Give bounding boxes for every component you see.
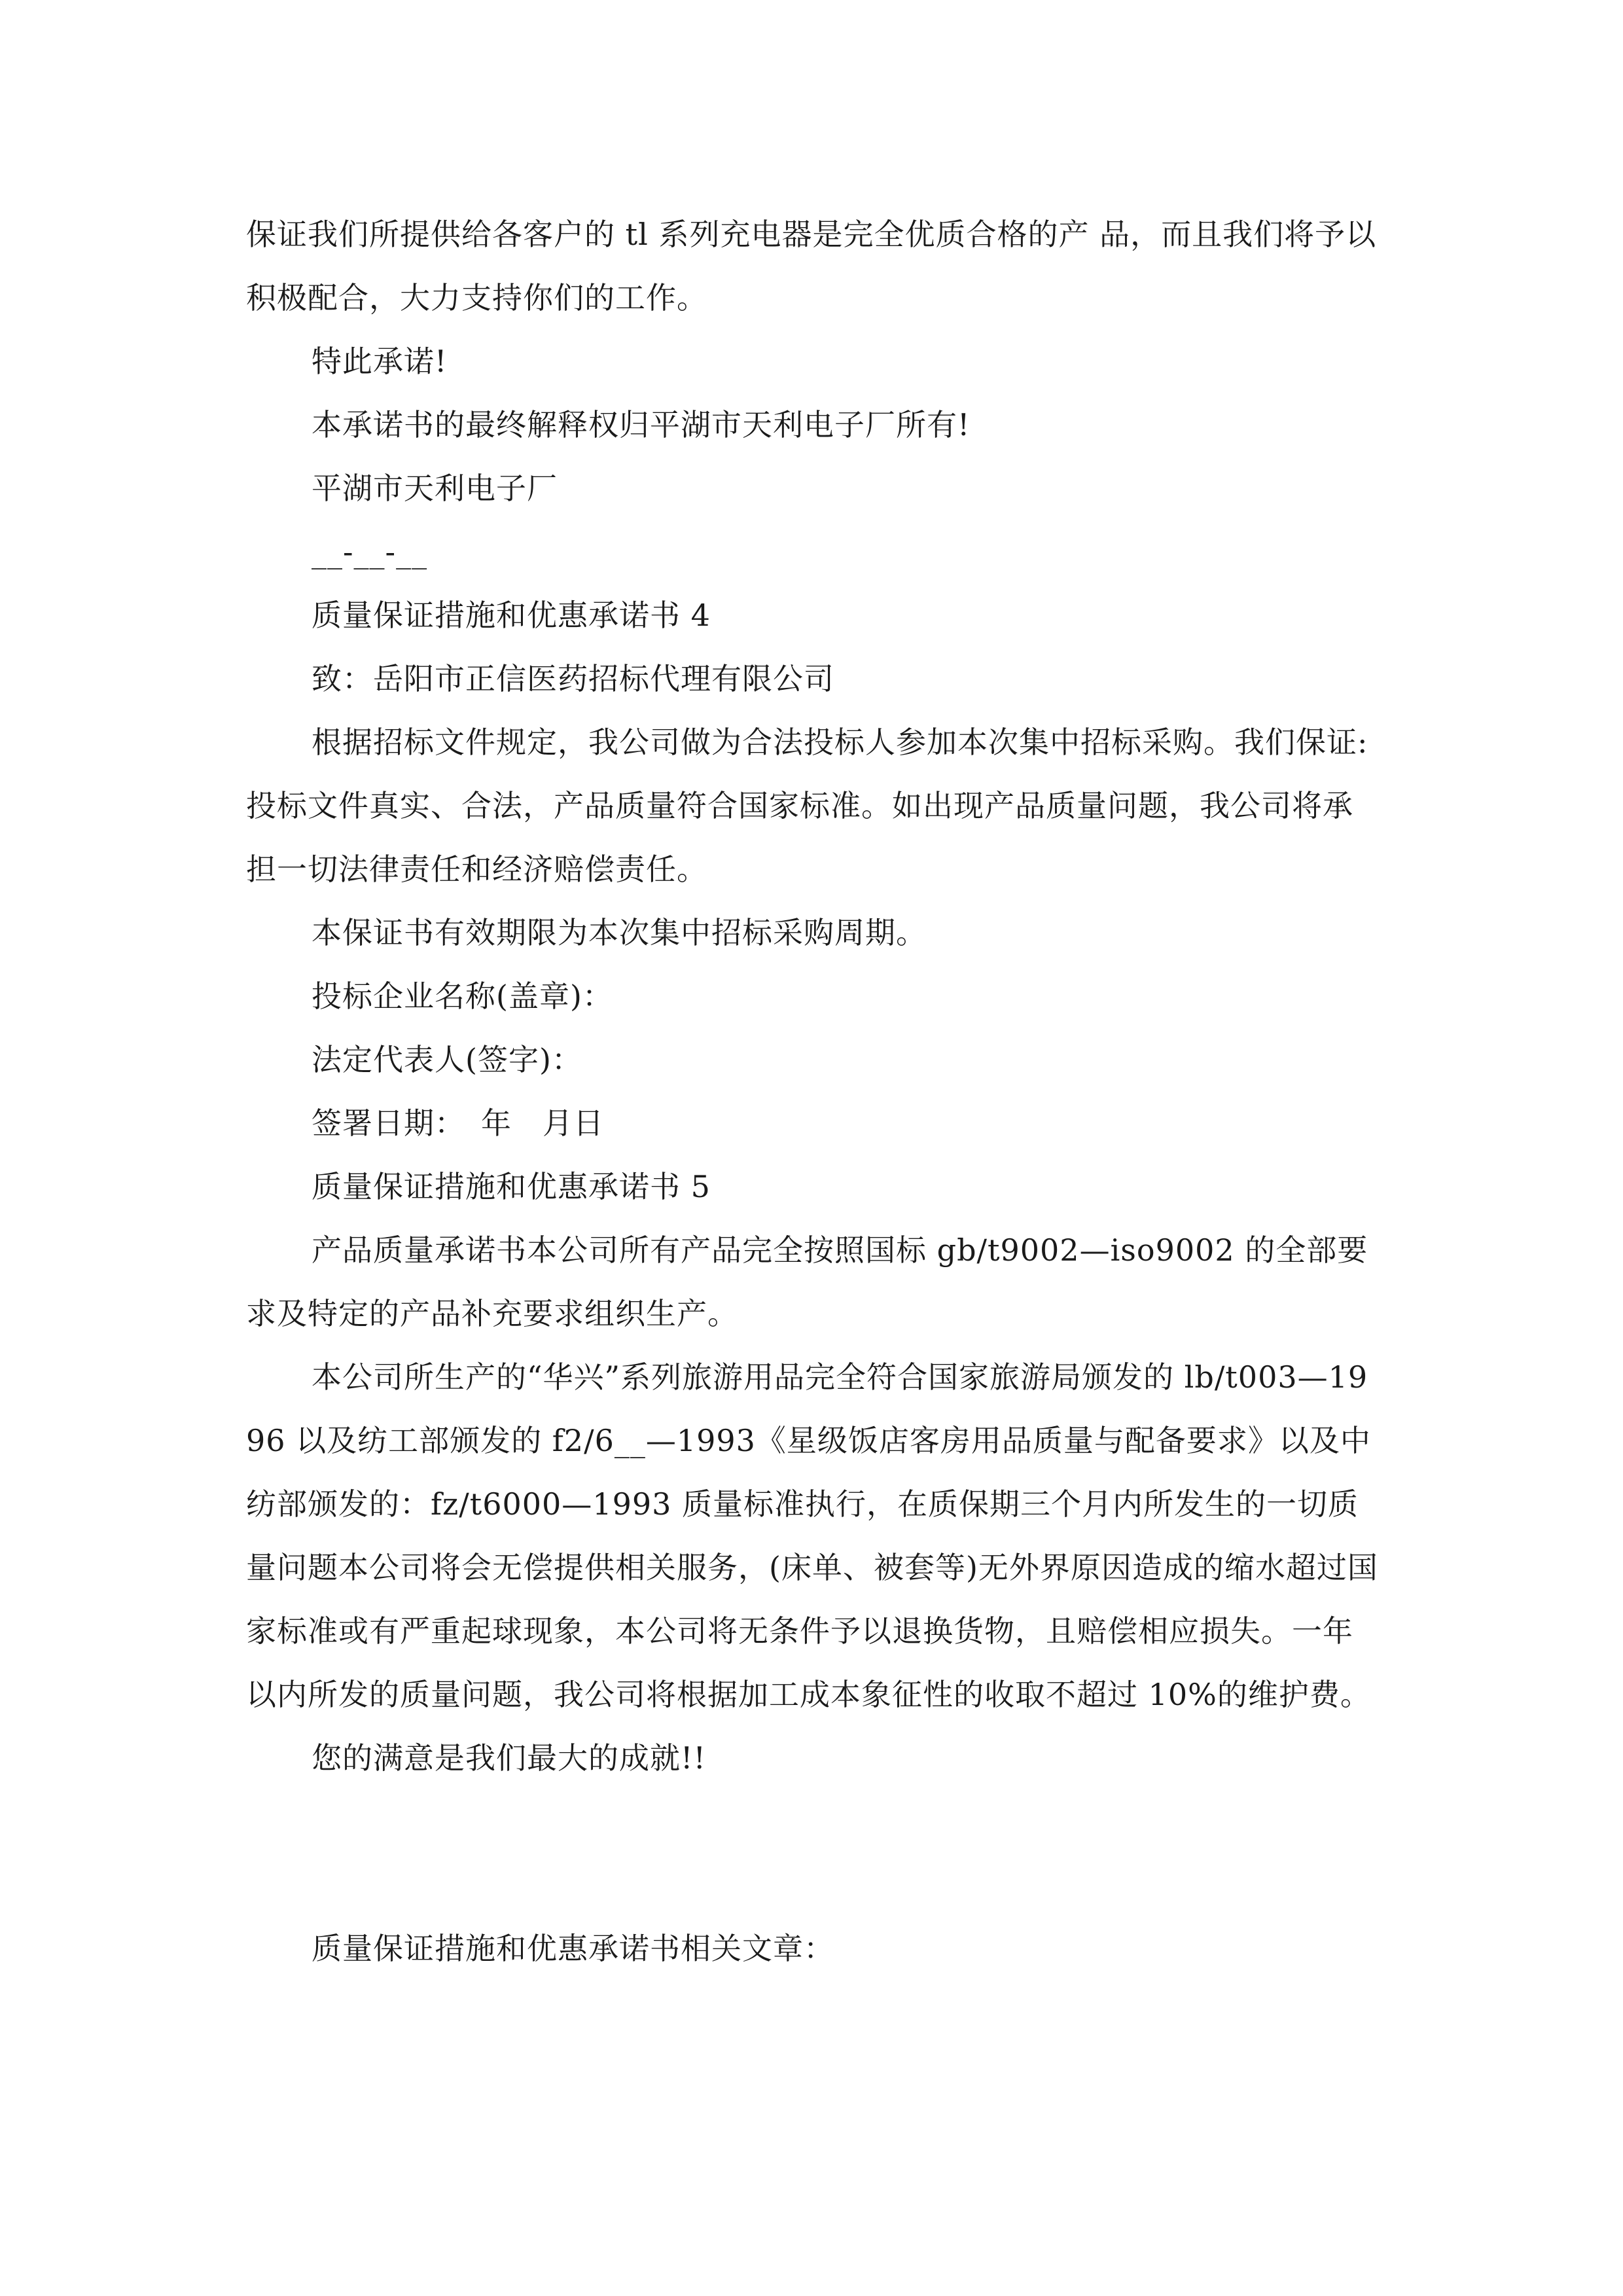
paragraph-16: 您的满意是我们最大的成就!!: [312, 1740, 706, 1776]
paragraph-2: 特此承诺!: [312, 344, 448, 379]
paragraph-5: __-__-__: [312, 534, 428, 569]
paragraph-4: 平湖市天利电子厂: [312, 471, 558, 506]
paragraph-17: 质量保证措施和优惠承诺书相关文章：: [312, 1931, 834, 1966]
paragraph-1: 保证我们所提供给各客户的 tl 系列充电器是完全优质合格的产 品，而且我们将予以积极配合，大力支持你们的工作。: [246, 217, 1377, 315]
paragraph-9: 本保证书有效期限为本次集中招标采购周期。: [312, 915, 927, 950]
paragraph-10: 投标企业名称(盖章)：: [312, 978, 613, 1014]
paragraph-15: 本公司所生产的“华兴”系列旅游用品完全符合国家旅游局颁发的 lb/t003—1996 以及纺工部颁发的 f2/6__—1993《星级饭店客房用品质量与配备要求》以及中纺部颁发的：fz/t6000—1993 质量标准执行，在质保期三个月内所发生的一切质量问题本公司将会无偿提供相关服务，(床单、被套等)无外界原因造成的缩水超过国家标准或有严重起球现象，本公司将无条件予以退换货物，且赔偿相应损失。一年以内所发的质量问题，我公司将根据加工成本象征性的收取不超过 10%的维护费。: [246, 1359, 1378, 1712]
paragraph-3: 本承诺书的最终解释权归平湖市天利电子厂所有!: [312, 407, 971, 442]
paragraph-6: 质量保证措施和优惠承诺书 4: [312, 598, 711, 633]
blank-spacer: [246, 1790, 1380, 1917]
document-body: [246, 203, 1380, 1981]
paragraph-12: 签署日期： 年 月日: [312, 1105, 604, 1141]
paragraph-14: 产品质量承诺书本公司所有产品完全按照国标 gb/t9002—iso9002 的全部要求及特定的产品补充要求组织生产。: [246, 1232, 1368, 1331]
paragraph-13: 质量保证措施和优惠承诺书 5: [312, 1169, 711, 1204]
paragraph-11: 法定代表人(签字)：: [312, 1042, 582, 1077]
paragraph-8: 根据招标文件规定，我公司做为合法投标人参加本次集中招标采购。我们保证: 投标文件真实、合法，产品质量符合国家标准。如出现产品质量问题，我公司将承担一切法律责任和经济赔偿责任。: [246, 725, 1368, 887]
paragraph-7: 致：岳阳市正信医药招标代理有限公司: [312, 661, 834, 696]
